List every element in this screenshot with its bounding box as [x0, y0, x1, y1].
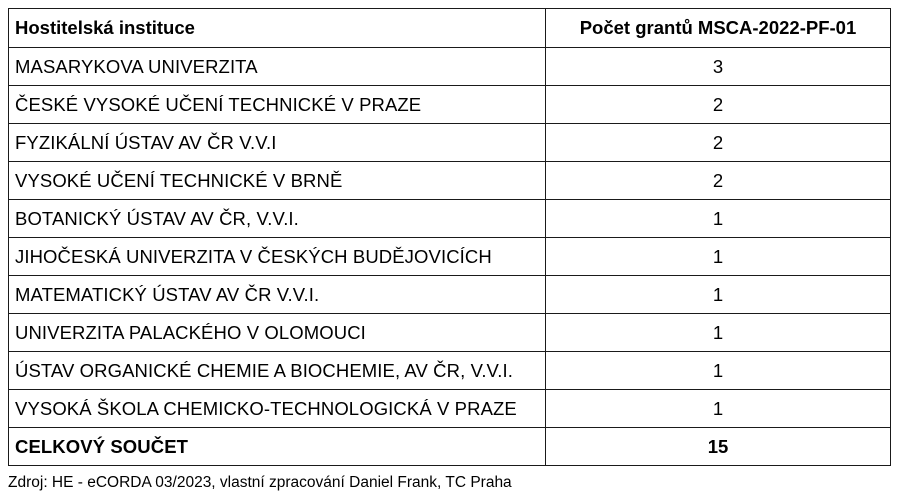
- grants-table: [8, 8, 891, 466]
- header-institution: Hostitelská instituce: [9, 9, 546, 48]
- total-count: 15: [546, 428, 891, 466]
- grant-count: 1: [546, 200, 891, 238]
- source-note: Zdroj: HE - eCORDA 03/2023, vlastní zpracování Daniel Frank, TC Praha: [8, 474, 512, 491]
- institution-name: ÚSTAV ORGANICKÉ CHEMIE A BIOCHEMIE, AV ČR, V.V.I.: [9, 352, 546, 390]
- grant-count: 1: [546, 390, 891, 428]
- table-header-row: [9, 9, 891, 48]
- institution-name: JIHOČESKÁ UNIVERZITA V ČESKÝCH BUDĚJOVICÍCH: [9, 238, 546, 276]
- institution-name: BOTANICKÝ ÚSTAV AV ČR, V.V.I.: [9, 200, 546, 238]
- grant-count: 1: [546, 352, 891, 390]
- total-label: CELKOVÝ SOUČET: [9, 428, 546, 466]
- grant-count: 3: [546, 48, 891, 86]
- institution-name: MASARYKOVA UNIVERZITA: [9, 48, 546, 86]
- institution-name: VYSOKÁ ŠKOLA CHEMICKO-TECHNOLOGICKÁ V PRAZE: [9, 390, 546, 428]
- table-row: [9, 86, 891, 124]
- institution-name: MATEMATICKÝ ÚSTAV AV ČR V.V.I.: [9, 276, 546, 314]
- institution-name: VYSOKÉ UČENÍ TECHNICKÉ V BRNĚ: [9, 162, 546, 200]
- table-row: [9, 238, 891, 276]
- institution-name: UNIVERZITA PALACKÉHO V OLOMOUCI: [9, 314, 546, 352]
- table-row: [9, 276, 891, 314]
- table-row: [9, 314, 891, 352]
- grant-count: 1: [546, 238, 891, 276]
- grant-count: 2: [546, 162, 891, 200]
- table-row: [9, 390, 891, 428]
- table-row: [9, 48, 891, 86]
- table-row: [9, 200, 891, 238]
- header-grant-count: Počet grantů MSCA-2022-PF-01: [546, 9, 891, 48]
- institution-name: ČESKÉ VYSOKÉ UČENÍ TECHNICKÉ V PRAZE: [9, 86, 546, 124]
- total-row: [9, 428, 891, 466]
- grant-count: 1: [546, 276, 891, 314]
- table-row: [9, 352, 891, 390]
- table-row: [9, 162, 891, 200]
- grant-count: 2: [546, 124, 891, 162]
- institution-name: FYZIKÁLNÍ ÚSTAV AV ČR V.V.I: [9, 124, 546, 162]
- grant-count: 2: [546, 86, 891, 124]
- table-row: [9, 124, 891, 162]
- grant-count: 1: [546, 314, 891, 352]
